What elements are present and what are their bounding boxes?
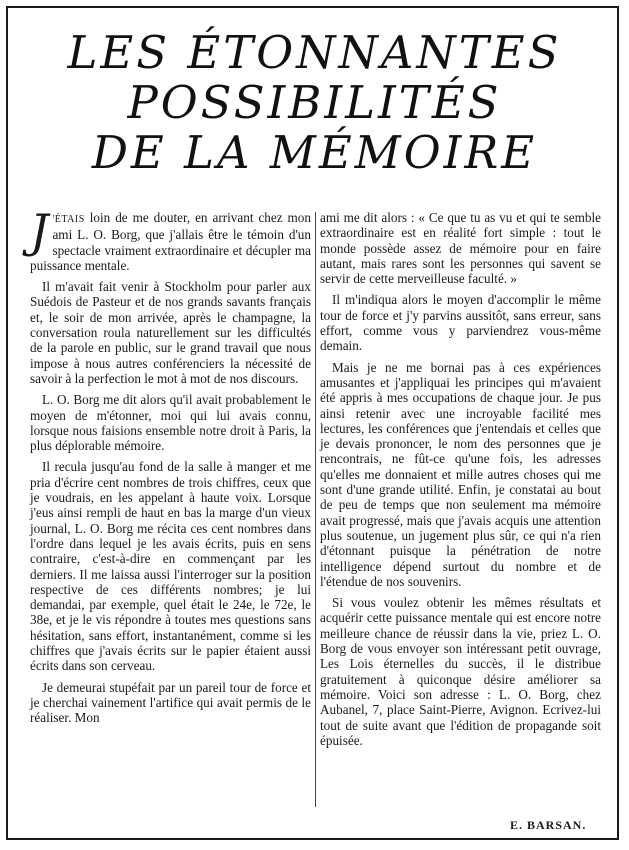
title-line-2: POSSIBILITÉS — [127, 76, 502, 129]
left-column — [30, 204, 311, 732]
paragraph: Il m'avait fait venir à Stockholm pour parler aux Suédois de Pasteur et de nos grands savants français et, le soir de mon arrivée, après le champagne, la conversation roula naturellement sur les difficultés de la parole en public, sur le grand travail que nous impose à nous autres conférenciers la nécessité de savoir à la perfection le mot à mot de nos discours. — [30, 279, 311, 386]
title-line-1: LES ÉTONNANTES — [67, 26, 562, 79]
right-column — [320, 210, 601, 754]
paragraph — [30, 204, 311, 273]
article-title — [0, 28, 629, 178]
lead-word: 'ÉTAIS — [52, 214, 85, 225]
paragraph: Il recula jusqu'au fond de la salle à manger et me pria d'écrire cent nombres de trois chiffres, ceux que je voudrais, en les appelant à haute voix. Lorsque j'eus ainsi rempli de haut en bas la marge d'un vieux journal, L. O. Borg me récita ces cent nombres dans l'ordre dans lequel je les avais écrits, puis en sens contraire, c'est-à-dire en commençant par les derniers. Il me laissa aussi l'interroger sur la position respective de ces différents nombres; je lui demandai, par exemple, quel était le 24e, le 72e, le 38e, et je le vis répondre à toutes mes questions sans hésitation, sans effort, instantanément, comme si les chiffres que j'avais écrits sur le papier étaient aussi écrits dans son cerveau. — [30, 459, 311, 674]
paragraph: Je demeurai stupéfait par un pareil tour de force et je cherchai vainement l'artifice qui avait permis de le réaliser. Mon — [30, 679, 311, 726]
paragraph: Il m'indiqua alors le moyen d'accomplir le même tour de force et j'y parvins aussitôt, sans erreur, sans effort, comme vous y parviendrez vous-même demain. — [320, 292, 601, 354]
paragraph: Mais je ne me bornai pas à ces expériences amusantes et j'appliquai les principes qui m'avaient été appris à mes occupations de chaque jour. Je pus ainsi retenir avec une incroyable facilité mes lectures, les conférences que j'entendais et celles que je devais prononcer, le nom des personnes que je rencontrais, ne fût-ce qu'une fois, les adresses qu'elles me donnaient et mille autres choses qui me sont d'une grande utilité. Enfin, je constatai au bout de peu de temps que non seulement ma mémoire avait progressé, mais que j'avais acquis une attention plus soutenue, un jugement plus sûr, ce qui n'a rien d'étonnant puisque la pénétration de notre intelligence dépend surtout du nombre et de l'étendue de nos souvenirs. — [320, 359, 601, 589]
author-signature: E. BARSAN. — [510, 818, 587, 832]
paragraph: L. O. Borg me dit alors qu'il avait probablement le moyen de m'étonner, moi qui lui avais connu, lorsque nous faisions ensemble notre droit à Paris, la plus déplorable mémoire. — [30, 392, 311, 454]
drop-cap: J — [30, 204, 49, 258]
paragraph: ami me dit alors : « Ce que tu as vu et qui te semble extraordinaire est en réalité fort simple : tout le monde possède assez de mémoire pour en faire autant, mais rares sont les personnes qui savent se servir de cette merveilleuse faculté. » — [320, 210, 601, 287]
paragraph: Si vous voulez obtenir les mêmes résultats et acquérir cette puissance mentale qui est encore notre meilleure chance de réussir dans la vie, priez L. O. Borg de vous envoyer son intéressant petit ouvrage, Les Lois éternelles du succès, il le distribue gratuitement à quiconque désire améliorer sa mémoire. Voici son adresse : L. O. Borg, chez Aubanel, 7, place Saint-Pierre, Avignon. Ecrivez-lui tout de suite avant que l'édition de propagande soit épuisée. — [320, 595, 601, 748]
paragraph-text: loin de me douter, en arrivant chez mon ami L. O. Borg, que j'allais être le témoin d'un spectacle vraiment extraordinaire et décupler ma puissance mentale. — [30, 210, 311, 273]
column-divider — [315, 212, 316, 807]
title-line-3: DE LA MÉMOIRE — [91, 126, 538, 179]
